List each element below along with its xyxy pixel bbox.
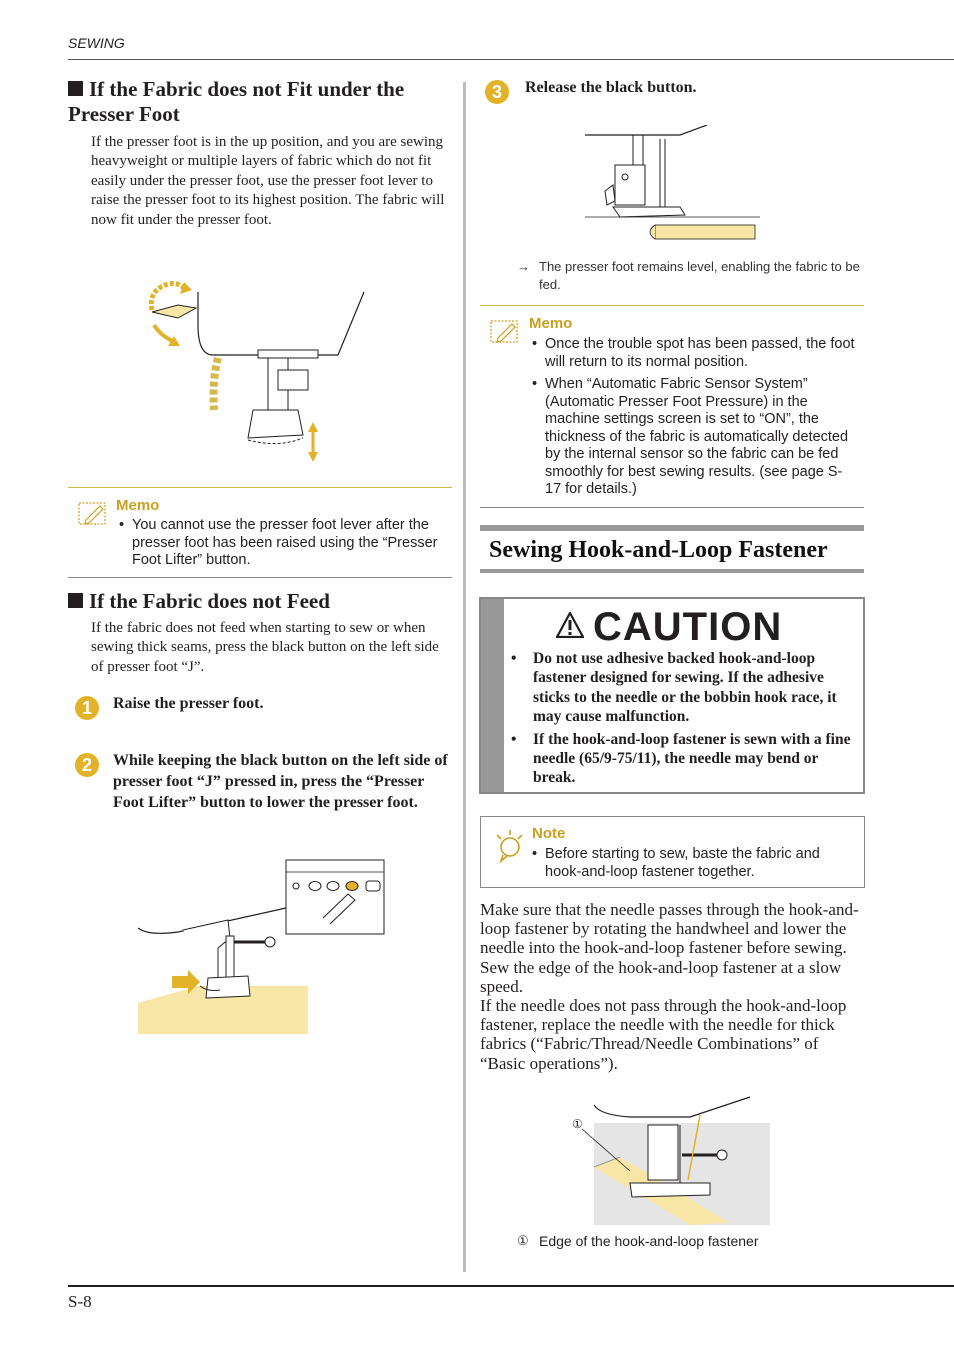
step-2-text: While keeping the black button on the left side of presser foot “J” pressed in, press the “Presser Foot Lifter” button to lower the presser foot. <box>113 752 448 811</box>
square-bullet-icon <box>68 81 83 96</box>
memo-box-lever <box>68 487 452 578</box>
memo-list <box>532 336 858 504</box>
heading-fabric-not-fit: If the Fabric does not Fit under the Presser Foot <box>68 77 405 126</box>
memo-title: Memo <box>116 497 160 514</box>
running-header: SEWING <box>68 35 125 51</box>
heading-fabric-not-feed: If the Fabric does not Feed <box>68 589 453 614</box>
memo-pencil-icon <box>490 318 520 349</box>
note-box <box>480 816 865 888</box>
section-title: Sewing Hook-and-Loop Fastener <box>489 537 828 563</box>
caption-number: ① <box>517 1233 529 1248</box>
caution-title: CAUTION <box>593 605 783 649</box>
figure-callout-1: ① <box>572 1117 583 1131</box>
caution-item: • Do not use adhesive backed hook-and-loop fastener designed for sewing. If the adhesive sticks to the needle or the bobbin hook race, it may cause malfunction. <box>511 649 859 727</box>
memo-title: Memo <box>529 315 573 332</box>
paragraph-hook-loop: Make sure that the needle passes through the hook-and-loop fastener by rotating the handwheel and lower the needle into the hook-and-loop fastener before sewing. Sew the edge of the hook-and-loop fastener at a slow speed. If the needle does not pass through the hook-and-loop fastener, replace the needle with the needle for thick fabrics (“Fabric/Thread/Needle Combinations” of “Basic operations”). <box>480 900 859 1073</box>
note-title: Note <box>532 825 566 842</box>
memo-item: • You cannot use the presser foot lever after the presser foot has been raised using the “Presser Foot Lifter” button. <box>119 517 444 570</box>
step-1-text: Raise the presser foot. <box>113 695 264 712</box>
lightbulb-icon <box>493 829 523 868</box>
presser-foot-lifter-illustration <box>138 858 388 1034</box>
header-rule <box>68 59 954 60</box>
warning-triangle-icon <box>556 612 584 643</box>
paragraph-fabric-not-fit: If the presser foot is in the up position, and you are sewing heavyweight or multiple layers of fabric which do not fit easily under the presser foot, use the presser foot lever to raise the presser foot to its highest position. The fabric will now fit under the presser foot. <box>91 134 445 228</box>
memo-item: • Once the trouble spot has been passed, the foot will return to its normal position. <box>532 336 858 371</box>
note-list <box>532 846 858 886</box>
page-number: S-8 <box>68 1292 92 1311</box>
presser-foot-level-illustration <box>585 125 760 245</box>
step-3-text: Release the black button. <box>525 79 697 96</box>
result-arrow-icon: → <box>517 259 530 274</box>
footer-rule <box>68 1285 954 1287</box>
step-number-2: 2 <box>75 753 99 777</box>
figure-caption: Edge of the hook-and-loop fastener <box>539 1233 759 1249</box>
section-title-bar <box>480 525 864 573</box>
hook-loop-fastener-illustration <box>570 1095 770 1225</box>
result-text: The presser foot remains level, enabling the fabric to be fed. <box>539 259 860 292</box>
memo-pencil-icon <box>78 500 108 531</box>
memo-box-fabric-sensor <box>480 305 864 508</box>
caution-item: • If the hook-and-loop fastener is sewn with a fine needle (65/9-75/11), the needle may bend or break. <box>511 730 859 788</box>
presser-foot-lever-illustration <box>138 270 368 470</box>
step-number-1: 1 <box>75 696 99 720</box>
step-number-3: 3 <box>485 80 509 104</box>
paragraph-fabric-not-feed: If the fabric does not feed when starting to sew or when sewing thick seams, press the black button on the left side of presser foot “J”. <box>91 620 439 675</box>
note-item: • Before starting to sew, baste the fabric and hook-and-loop fastener together. <box>532 846 858 881</box>
memo-list <box>119 517 444 575</box>
column-divider <box>463 82 466 1272</box>
square-bullet-icon <box>68 593 83 608</box>
caution-list <box>511 649 859 791</box>
caution-side-bar <box>481 599 504 792</box>
caution-box <box>479 597 865 794</box>
memo-item: • When “Automatic Fabric Sensor System” (Automatic Presser Foot Pressure) in the machine settings screen is set to “ON”, the thickness of the fabric is automatically detected by the internal sensor so the fabric can be fed smoothly for best sewing results. (see page S-17 for details.) <box>532 376 858 499</box>
